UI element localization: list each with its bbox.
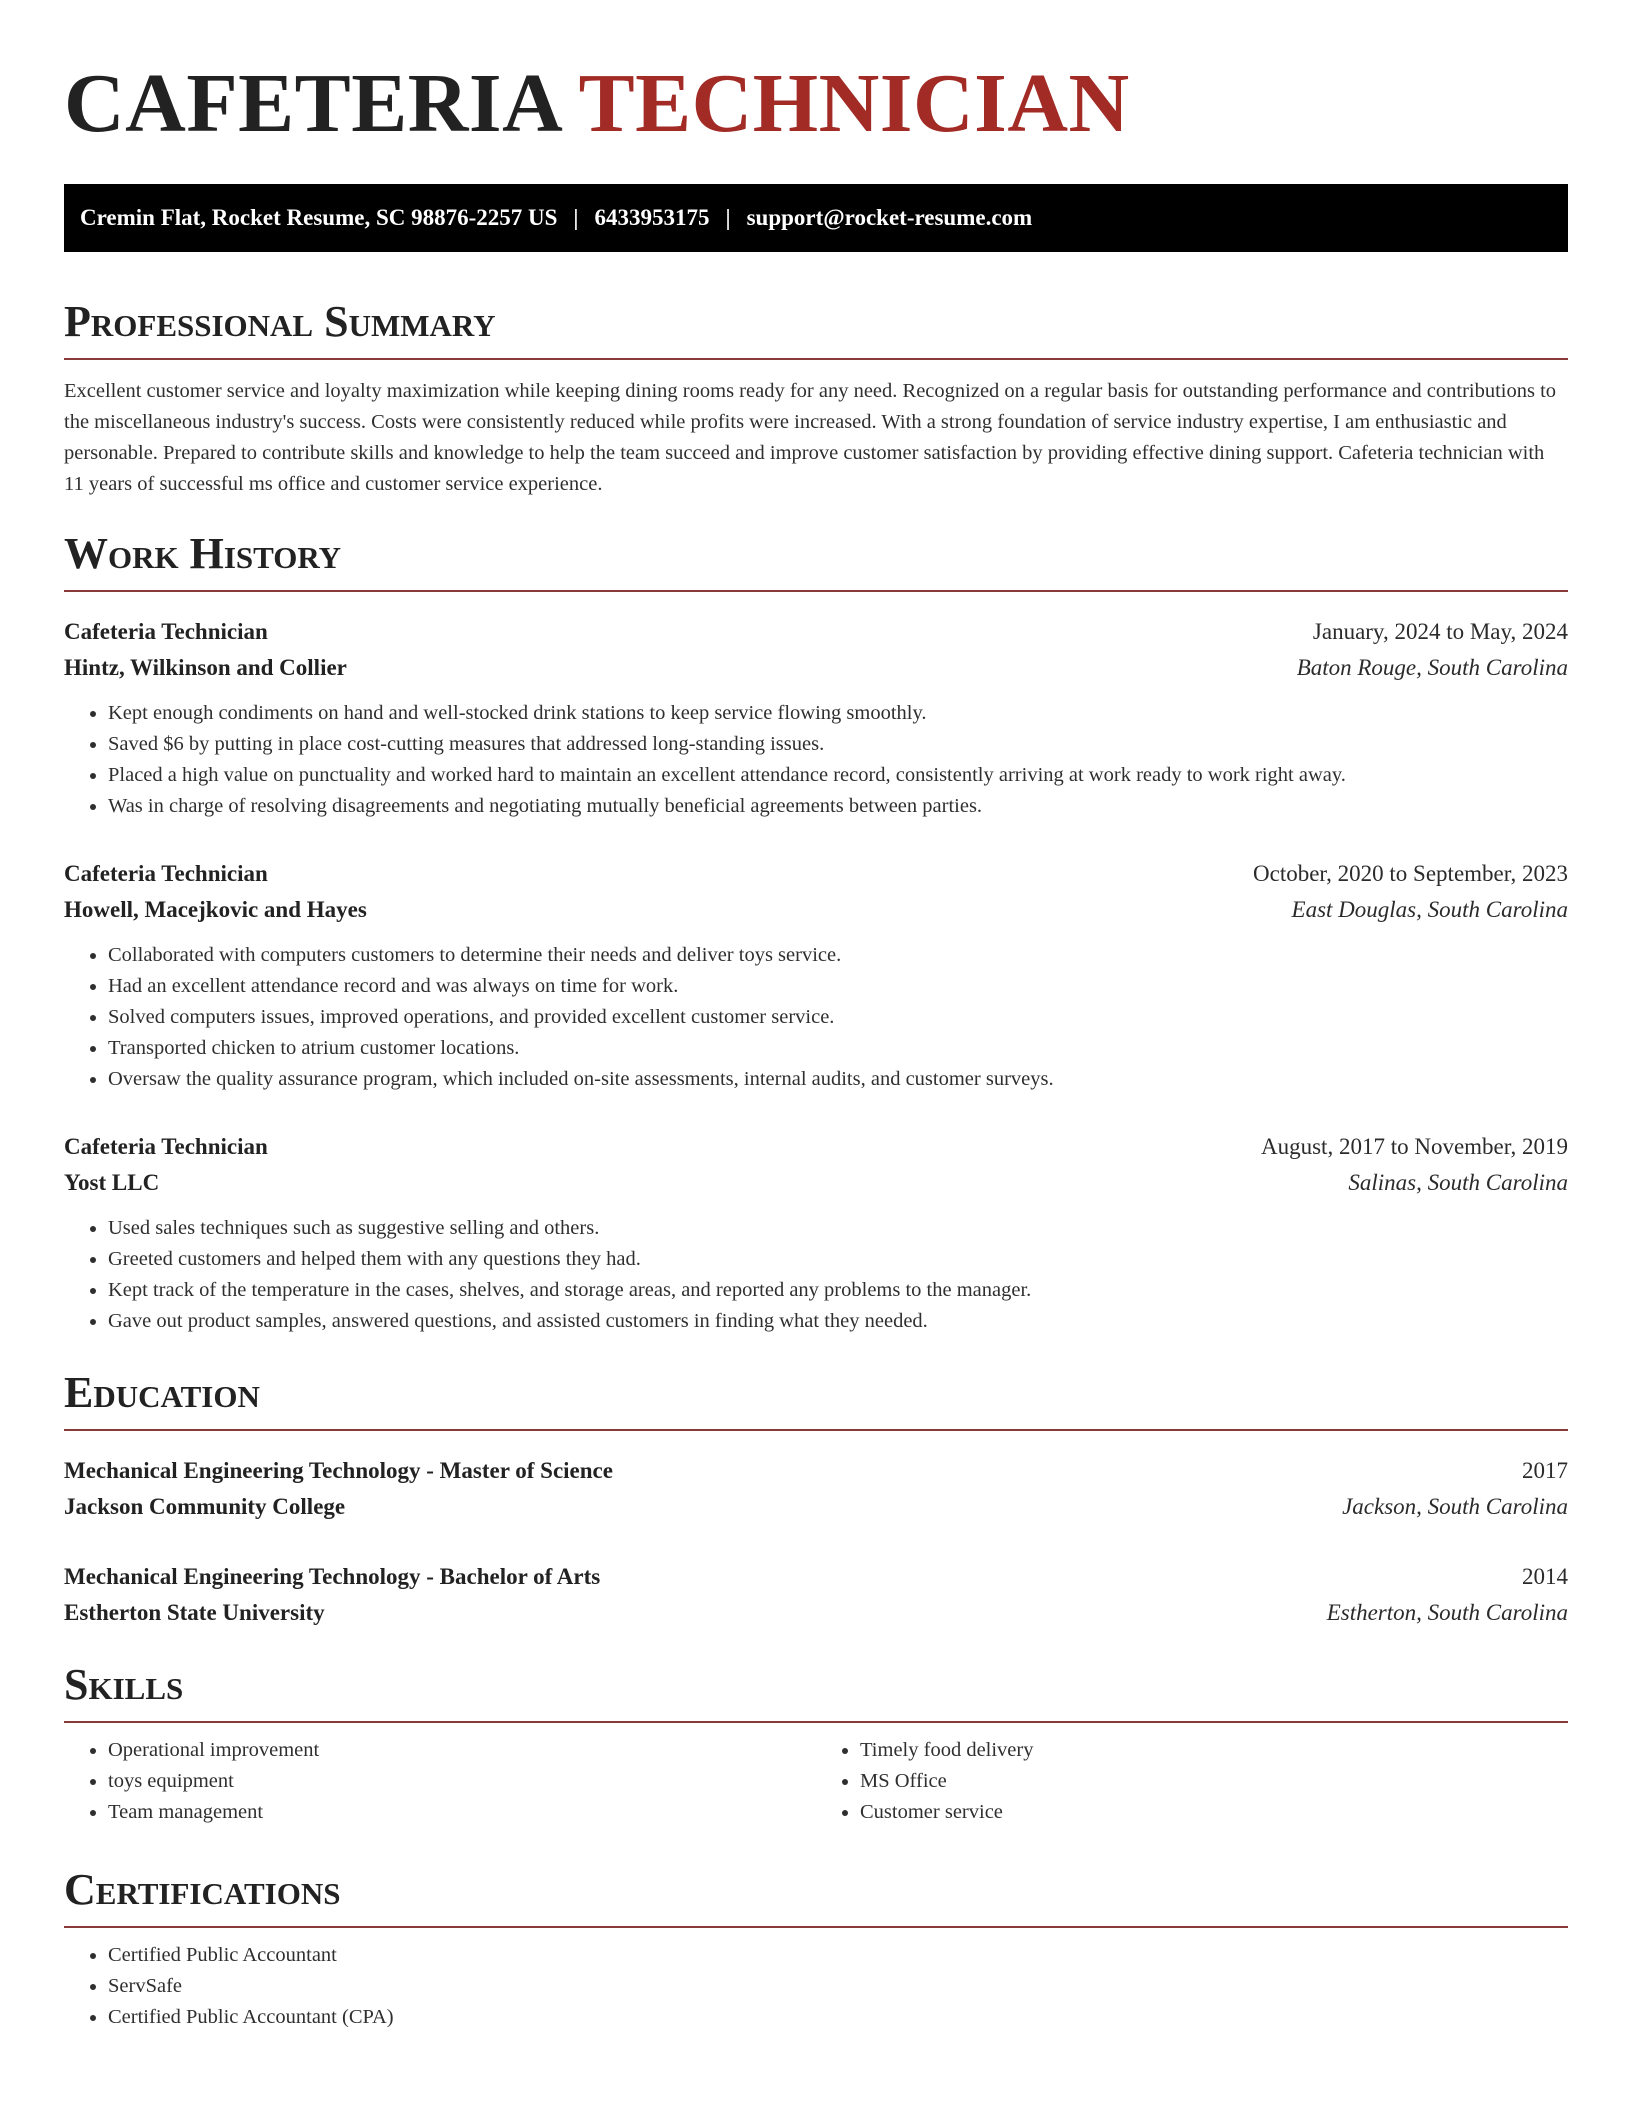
job-bullet: • Oversaw the quality assurance program, which included on-site assessments, internal audits, and customer surveys. <box>108 1064 1568 1095</box>
job-bullet: • Transported chicken to atrium customer locations. <box>108 1033 1568 1064</box>
education-entry <box>64 1559 1568 1631</box>
job-role: Cafeteria Technician <box>64 1134 268 1159</box>
education-school: Jackson Community College <box>64 1494 346 1519</box>
job-company: Howell, Macejkovic and Hayes <box>64 897 367 922</box>
section-title-skills: Skills <box>64 1659 1568 1723</box>
job-header-row <box>64 1129 1568 1165</box>
contact-separator: | <box>725 205 731 230</box>
certification-item: • Certified Public Accountant <box>108 1940 1568 1971</box>
job-bullet: • Kept track of the temperature in the cases, shelves, and storage areas, and reported any problems to the manager. <box>108 1275 1568 1306</box>
section-education <box>64 1367 1568 1631</box>
skill-item: • toys equipment <box>108 1766 816 1797</box>
job-bullet: • Placed a high value on punctuality and worked hard to maintain an excellent attendance record, consistently arriving at work ready to work right away. <box>108 760 1568 791</box>
job-bullets <box>64 940 1568 1095</box>
skills-column-right <box>816 1735 1568 1828</box>
contact-address: Cremin Flat, Rocket Resume, SC 98876-2257 US <box>80 205 558 230</box>
education-degree-row <box>64 1559 1568 1595</box>
section-title-education: Education <box>64 1367 1568 1431</box>
section-work-history <box>64 528 1568 1337</box>
job-bullet: • Saved $6 by putting in place cost-cutting measures that addressed long-standing issues. <box>108 729 1568 760</box>
skill-item: • Customer service <box>860 1797 1568 1828</box>
job-bullet: • Collaborated with computers customers to determine their needs and deliver toys service. <box>108 940 1568 971</box>
education-year: 2014 <box>1522 1564 1568 1589</box>
job-location: Baton Rouge, South Carolina <box>1296 655 1568 680</box>
summary-text: Excellent customer service and loyalty maximization while keeping dining rooms ready for any need. Recognized on a regular basis for outstanding performance and contributions to the miscellaneous industry's success. Costs were consistently reduced while profits were increased. With a strong foundation of service industry expertise, I am enthusiastic and personable. Prepared to contribute skills and knowledge to help the team succeed and improve customer satisfaction by providing effective dining support. Cafeteria technician with 11 years of successful ms office and customer service experience. <box>64 380 1557 495</box>
job-entry <box>64 614 1568 822</box>
contact-email: support@rocket-resume.com <box>746 205 1033 230</box>
education-school: Estherton State University <box>64 1600 325 1625</box>
job-company: Yost LLC <box>64 1170 160 1195</box>
education-year: 2017 <box>1522 1458 1568 1483</box>
resume-name <box>64 56 1568 152</box>
job-location: East Douglas, South Carolina <box>1291 897 1568 922</box>
education-degree: Mechanical Engineering Technology - Master of Science <box>64 1458 613 1483</box>
job-company-row <box>64 650 1568 686</box>
section-title-work-history: Work History <box>64 528 1568 592</box>
certification-list <box>64 1940 1568 2033</box>
skill-item: • MS Office <box>860 1766 1568 1797</box>
job-bullet: • Kept enough condiments on hand and well-stocked drink stations to keep service flowing smoothly. <box>108 698 1568 729</box>
education-location: Estherton, South Carolina <box>1326 1600 1568 1625</box>
education-school-row <box>64 1595 1568 1631</box>
contact-separator: | <box>573 205 579 230</box>
name-first: CAFETERIA <box>64 57 559 150</box>
job-role: Cafeteria Technician <box>64 619 268 644</box>
job-header-row <box>64 614 1568 650</box>
job-company-row <box>64 1165 1568 1201</box>
job-company-row <box>64 892 1568 928</box>
section-title-summary: Professional Summary <box>64 296 1568 360</box>
education-entry <box>64 1453 1568 1525</box>
section-summary <box>64 296 1568 500</box>
job-header-row <box>64 856 1568 892</box>
name-last: TECHNICIAN <box>578 57 1130 150</box>
job-entry <box>64 1129 1568 1337</box>
skill-item: • Operational improvement <box>108 1735 816 1766</box>
section-title-certifications: Certifications <box>64 1864 1568 1928</box>
job-dates: October, 2020 to September, 2023 <box>1253 861 1568 886</box>
education-degree: Mechanical Engineering Technology - Bachelor of Arts <box>64 1564 601 1589</box>
education-location: Jackson, South Carolina <box>1342 1494 1568 1519</box>
job-location: Salinas, South Carolina <box>1348 1170 1568 1195</box>
skills-column-left <box>64 1735 816 1828</box>
job-bullets <box>64 698 1568 822</box>
education-degree-row <box>64 1453 1568 1489</box>
job-dates: August, 2017 to November, 2019 <box>1261 1134 1568 1159</box>
job-entry <box>64 856 1568 1095</box>
job-bullet: • Greeted customers and helped them with any questions they had. <box>108 1244 1568 1275</box>
job-dates: January, 2024 to May, 2024 <box>1312 619 1568 644</box>
section-skills <box>64 1659 1568 1828</box>
job-role: Cafeteria Technician <box>64 861 268 886</box>
job-bullet: • Gave out product samples, answered questions, and assisted customers in finding what they needed. <box>108 1306 1568 1337</box>
job-bullet: • Had an excellent attendance record and was always on time for work. <box>108 971 1568 1002</box>
job-bullet: • Solved computers issues, improved operations, and provided excellent customer service. <box>108 1002 1568 1033</box>
certification-item: • ServSafe <box>108 1971 1568 2002</box>
contact-phone: 6433953175 <box>594 205 710 230</box>
skill-item: • Team management <box>108 1797 816 1828</box>
job-bullet: • Was in charge of resolving disagreements and negotiating mutually beneficial agreements between parties. <box>108 791 1568 822</box>
job-company: Hintz, Wilkinson and Collier <box>64 655 347 680</box>
skills-grid <box>64 1735 1568 1828</box>
skill-item: • Timely food delivery <box>860 1735 1568 1766</box>
job-bullet: • Used sales techniques such as suggestive selling and others. <box>108 1213 1568 1244</box>
contact-bar <box>64 184 1568 252</box>
job-bullets <box>64 1213 1568 1337</box>
education-school-row <box>64 1489 1568 1525</box>
certification-item: • Certified Public Accountant (CPA) <box>108 2002 1568 2033</box>
section-certifications <box>64 1864 1568 2033</box>
